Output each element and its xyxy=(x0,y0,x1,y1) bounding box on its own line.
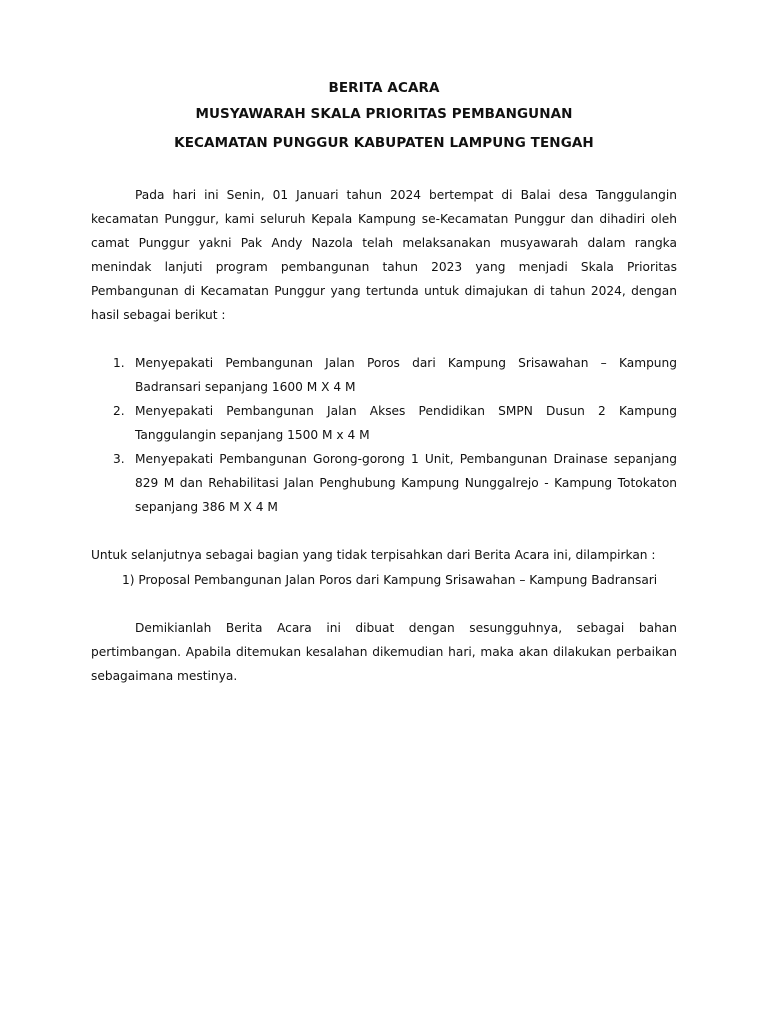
intro-line: camat Punggur yakni Pak Andy Nazola telah melaksanakan musyawarah dalam rangka xyxy=(91,236,677,250)
closing-line: pertimbangan. Apabila ditemukan kesalahan dikemudian hari, maka akan dilakukan perbaikan xyxy=(91,645,677,659)
list-item-line: Menyepakati Pembangunan Gorong-gorong 1 Unit, Pembangunan Drainase sepanjang xyxy=(135,452,677,466)
list-item-line: Menyepakati Pembangunan Jalan Akses Pendidikan SMPN Dusun 2 Kampung xyxy=(135,404,677,418)
intro-line: Pembangunan di Kecamatan Punggur yang tertunda untuk dimajukan di tahun 2024, dengan xyxy=(91,284,677,298)
document-title: BERITA ACARA xyxy=(328,80,440,96)
list-item-line: Tanggulangin sepanjang 1500 M x 4 M xyxy=(135,428,370,442)
list-item-line: 829 M dan Rehabilitasi Jalan Penghubung Kampung Nunggalrejo - Kampung Totokaton xyxy=(135,476,677,490)
document-subtitle: MUSYAWARAH SKALA PRIORITAS PEMBANGUNAN xyxy=(195,106,573,122)
list-number: 1. xyxy=(113,356,125,370)
intro-line: Pada hari ini Senin, 01 Januari tahun 2024 bertempat di Balai desa Tanggulangin xyxy=(135,188,677,202)
document-subtitle-location: KECAMATAN PUNGGUR KABUPATEN LAMPUNG TENGAH xyxy=(174,135,594,151)
intro-line: kecamatan Punggur, kami seluruh Kepala Kampung se-Kecamatan Punggur dan dihadiri oleh xyxy=(91,212,677,226)
list-number: 3. xyxy=(113,452,125,466)
list-item-line: Badransari sepanjang 1600 M X 4 M xyxy=(135,380,356,394)
closing-line: Demikianlah Berita Acara ini dibuat dengan sesungguhnya, sebagai bahan xyxy=(135,621,677,635)
list-item-line: Menyepakati Pembangunan Jalan Poros dari Kampung Srisawahan – Kampung xyxy=(135,356,677,370)
intro-line: hasil sebagai berikut : xyxy=(91,308,226,322)
list-item-line: sepanjang 386 M X 4 M xyxy=(135,500,278,514)
attachment-item: 1) Proposal Pembangunan Jalan Poros dari Kampung Srisawahan – Kampung Badransari xyxy=(122,573,658,587)
intro-line: menindak lanjuti program pembangunan tahun 2023 yang menjadi Skala Prioritas xyxy=(91,260,677,274)
attachment-intro: Untuk selanjutnya sebagai bagian yang tidak terpisahkan dari Berita Acara ini, dilampirkan : xyxy=(91,548,656,562)
closing-line: sebagaimana mestinya. xyxy=(91,669,238,683)
list-number: 2. xyxy=(113,404,125,418)
